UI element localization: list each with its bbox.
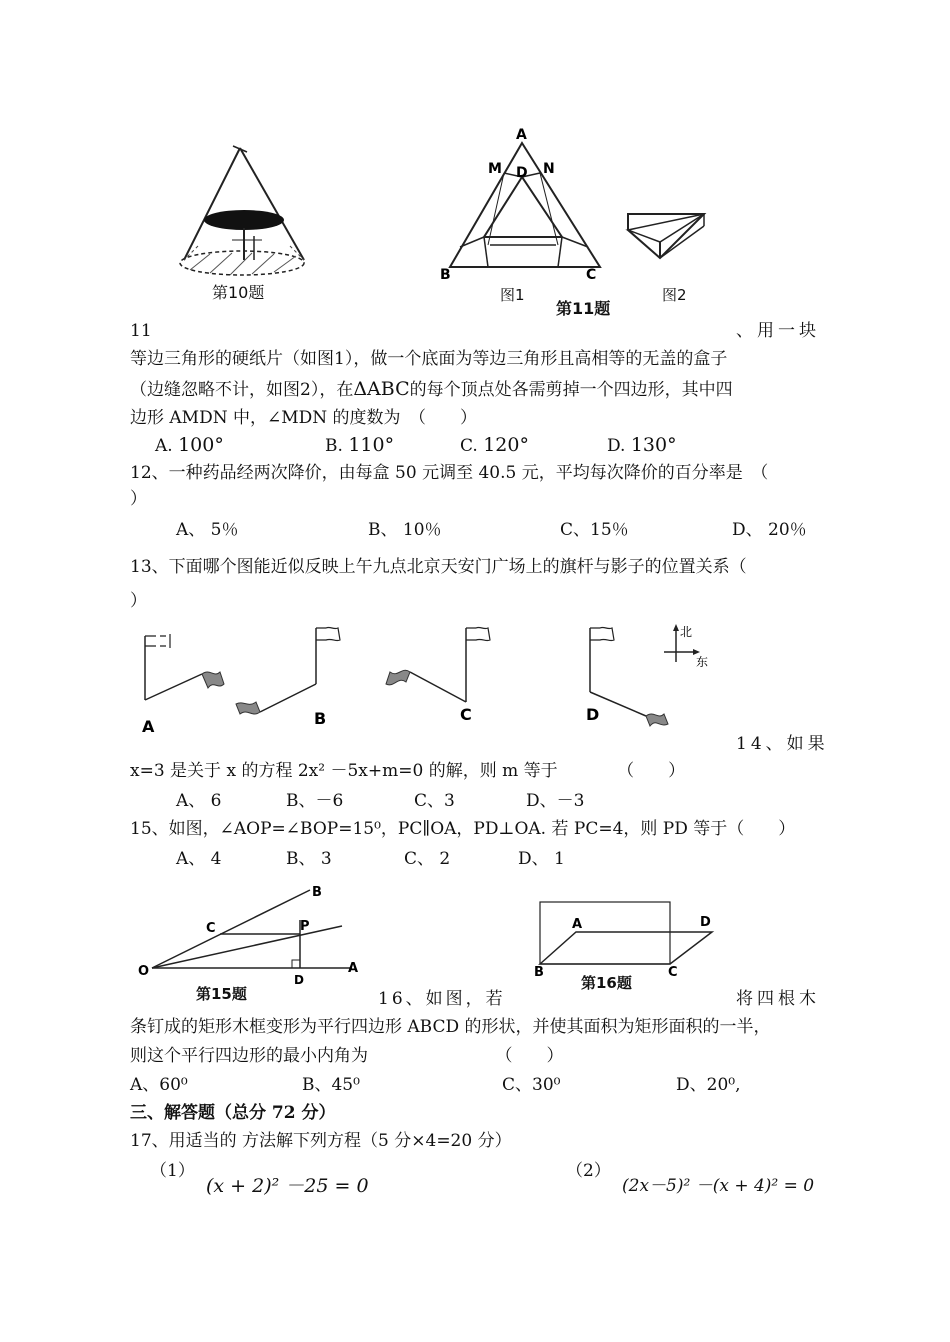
q17-line1: 17、用适当的 方法解下列方程（5 分×4=20 分）: [130, 1131, 512, 1151]
q16-option-b: B、45⁰: [302, 1075, 360, 1095]
q11-option-c: C. 120°: [460, 434, 529, 456]
q13-line2: ）: [130, 591, 147, 611]
q14-option-c: C、3: [414, 791, 455, 811]
q16-lead: 16、如图，若: [378, 989, 506, 1009]
fig16-label-A: A: [572, 917, 583, 932]
q12-option-c: C、15％: [560, 520, 629, 540]
q12-line2: ）: [130, 489, 147, 509]
fig15-label-C: C: [206, 921, 216, 936]
figure-10-caption: 第10题: [212, 283, 265, 302]
q17-part2-label: （2）: [566, 1161, 611, 1181]
fig15-label-D: D: [294, 973, 304, 987]
figure-16-diagram: [530, 896, 720, 978]
q17-part1-label: （1）: [150, 1161, 195, 1181]
q11-number: 11: [130, 321, 152, 341]
q17-part2-equation: (2x－5)² －(x + 4)² = 0: [622, 1176, 815, 1196]
fig15-label-B: B: [312, 885, 322, 900]
q13-label-d: D: [586, 705, 600, 724]
figure-15-caption: 第15题: [196, 985, 247, 1003]
q15-option-b: B、 3: [286, 849, 332, 869]
q11-line3b: 的每个顶点处各需剪掉一个四边形，其中四: [409, 380, 733, 400]
q14-lead: 14、如果: [736, 734, 829, 754]
fig15-label-O: O: [138, 964, 150, 979]
q13-line1: 13、下面哪个图能近似反映上午九点北京天安门广场上的旗杆与影子的位置关系（: [130, 557, 747, 577]
q14-option-a: A、 6: [176, 791, 222, 811]
q11-option-b: B. 110°: [325, 434, 395, 456]
q11-option-a: A. 100°: [155, 434, 224, 456]
q16-line3: 则这个平行四边形的最小内角为 （ ）: [130, 1046, 564, 1066]
compass-east-label: 东: [696, 655, 709, 669]
fig16-label-C: C: [668, 965, 678, 980]
figure-11-sub1: 图1: [500, 286, 525, 304]
q13-figure-a: [130, 628, 230, 738]
q11-option-d: D. 130°: [607, 434, 677, 456]
q13-figure-c: [380, 620, 510, 730]
q11-triangle: ΔABC: [353, 378, 410, 400]
q12-option-b: B、 10％: [368, 520, 442, 540]
fig16-label-D: D: [700, 915, 711, 930]
q13-label-a: A: [142, 717, 155, 736]
q15-line1: 15、如图，∠AOP=∠BOP=15⁰，PC∥OA，PD⊥OA. 若 PC=4，则 PD 等于（ ）: [130, 819, 796, 839]
fig15-label-P: P: [300, 919, 310, 934]
q14-option-d: D、－3: [526, 791, 585, 811]
q16-line2: 条钉成的矩形木框变形为平行四边形 ABCD 的形状，并使其面积为矩形面积的一半，: [130, 1017, 771, 1037]
q17-part1-equation: (x + 2)² －25 = 0: [206, 1175, 369, 1197]
q13-label-b: B: [314, 709, 327, 728]
section-3-title: 三、解答题（总分 72 分）: [130, 1103, 336, 1123]
figure-11-caption: 第11题: [556, 299, 611, 318]
q12-line1: 12、一种药品经两次降价，由每盒 50 元调至 40.5 元，平均每次降价的百分率是 （: [130, 463, 769, 483]
q11-line2: 等边三角形的硬纸片（如图1），做一个底面为等边三角形且高相等的无盖的盒子: [130, 349, 728, 369]
figure-11-triangle: [430, 125, 610, 285]
fig11-label-M: M: [488, 161, 502, 177]
q15-option-c: C、 2: [404, 849, 451, 869]
q15-option-a: A、 4: [176, 849, 222, 869]
q16-option-d: D、20⁰,: [676, 1075, 741, 1095]
q16-option-c: C、30⁰: [502, 1075, 561, 1095]
compass: [660, 620, 730, 672]
fig11-label-D: D: [516, 165, 528, 181]
q13-label-c: C: [460, 705, 472, 724]
fig11-label-N: N: [543, 161, 555, 177]
q14-line2: x=3 是关于 x 的方程 2x² －5x+m=0 的解，则 m 等于 （ ）: [130, 761, 686, 781]
fig16-label-B: B: [534, 965, 544, 980]
figure-15-diagram: [130, 878, 370, 987]
q11-tail: 、用一块: [736, 321, 820, 341]
q13-figure-b: [230, 620, 360, 732]
q12-option-a: A、 5％: [176, 520, 239, 540]
q16-tail: 将四根木: [736, 989, 820, 1009]
fig11-label-A: A: [516, 127, 527, 143]
fig11-label-C: C: [586, 267, 597, 283]
figure-16-caption: 第16题: [581, 974, 632, 992]
q11-line3a: （边缝忽略不计，如图2），在: [130, 380, 354, 400]
q14-option-b: B、－6: [286, 791, 344, 811]
q16-option-a: A、60⁰: [130, 1075, 188, 1095]
q12-option-d: D、 20％: [732, 520, 807, 540]
q11-line4: 边形 AMDN 中，∠MDN 的度数为 （ ）: [130, 408, 478, 428]
fig15-label-A: A: [348, 961, 359, 976]
figure-11-sub2: 图2: [662, 286, 687, 304]
q11-line3: [130, 378, 733, 401]
q15-option-d: D、 1: [518, 849, 565, 869]
compass-north-label: 北: [680, 625, 693, 639]
fig11-label-B: B: [440, 267, 451, 283]
figure-11-box: [624, 208, 710, 266]
